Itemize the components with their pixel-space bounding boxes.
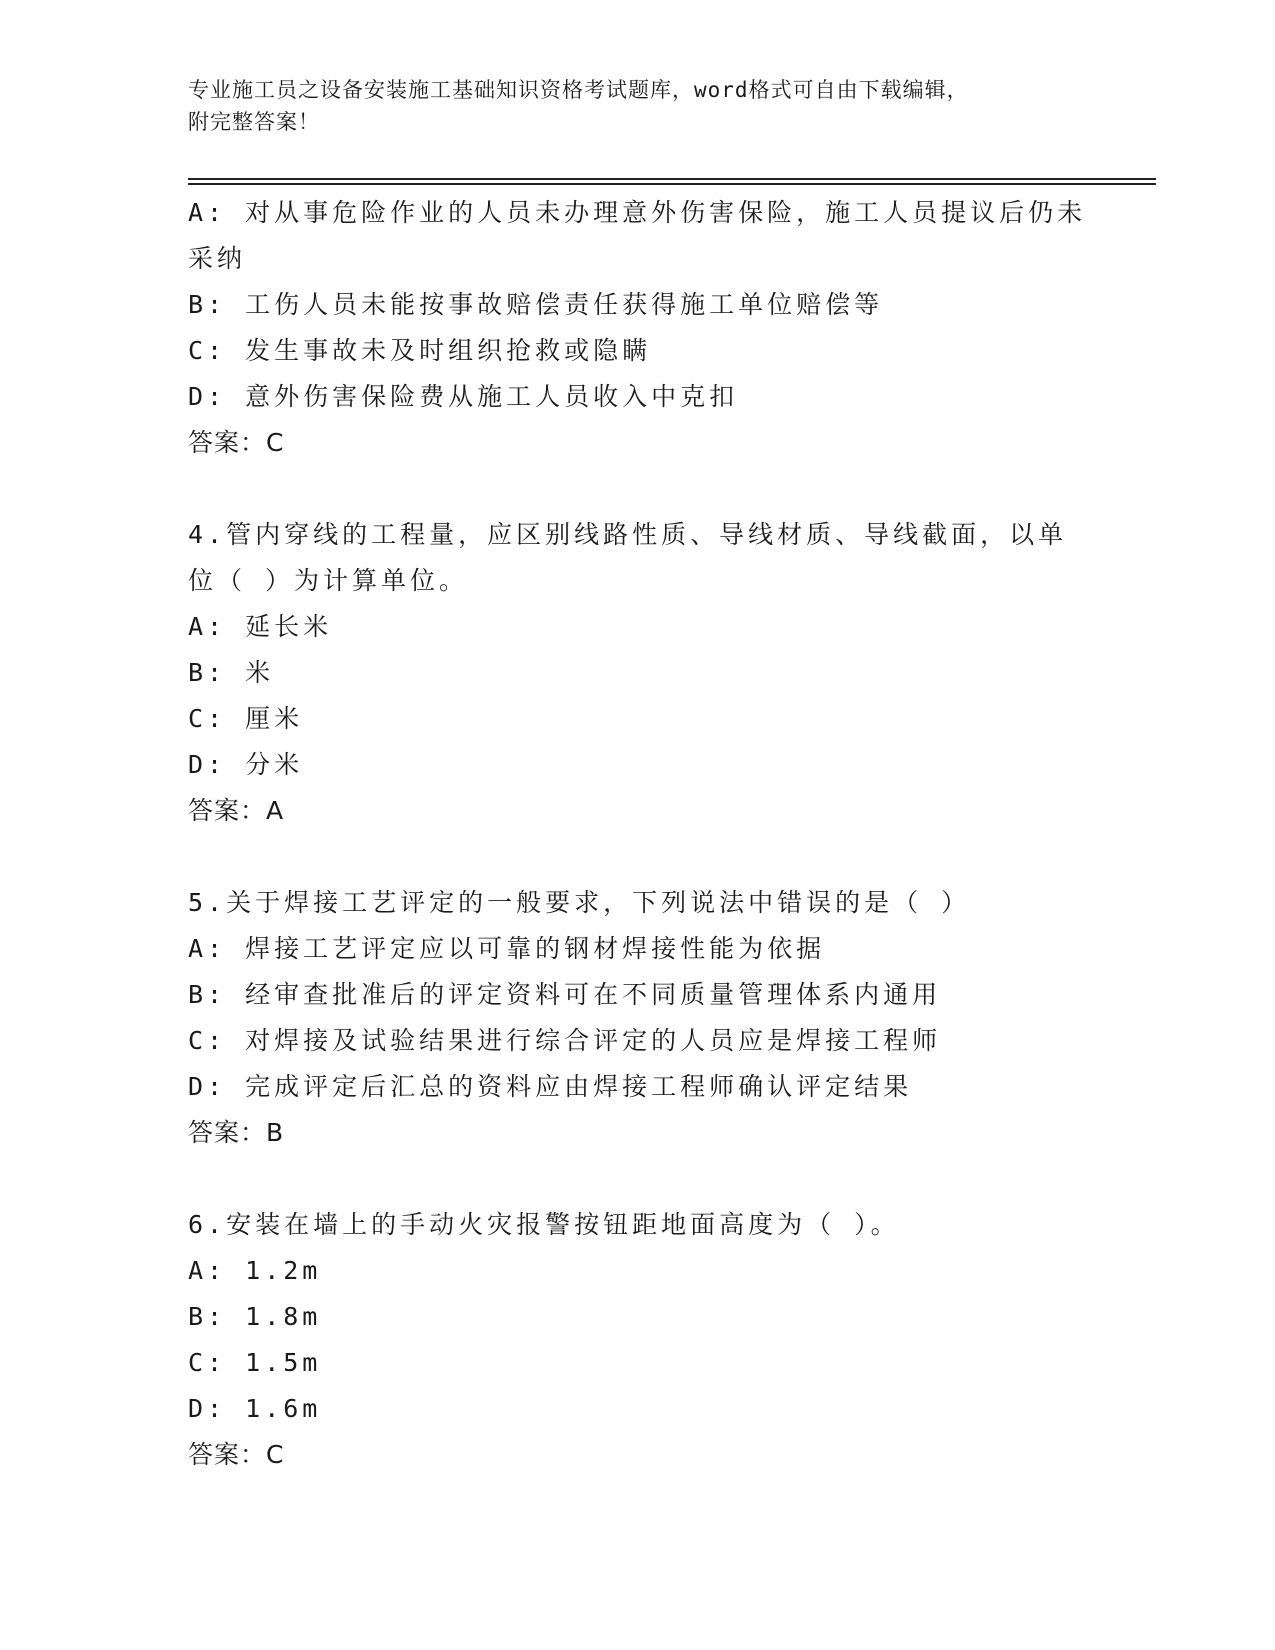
header-line-2: 附完整答案！ [188,110,320,134]
header-line-1: 专业施工员之设备安装施工基础知识资格考试题库，word格式可自由下载编辑， [188,78,969,102]
question-list [188,190,1088,1478]
answer: 答案：B [188,1118,285,1147]
option-d: D: 分米 [188,750,304,779]
option-a: A: 焊接工艺评定应以可靠的钢材焊接性能为依据 [188,934,826,963]
question-5 [188,880,1088,1156]
option-c: C: 对焊接及试验结果进行综合评定的人员应是焊接工程师 [188,1026,942,1055]
header-divider-bottom [188,183,1156,185]
option-c: C: 发生事故未及时组织抢救或隐瞒 [188,336,652,365]
option-d: D: 完成评定后汇总的资料应由焊接工程师确认评定结果 [188,1072,913,1101]
question-stem: 5.关于焊接工艺评定的一般要求，下列说法中错误的是（ ） [188,888,971,917]
question-6 [188,1202,1088,1478]
header-divider-top [188,178,1156,180]
option-b: B: 米 [188,658,275,687]
spacer [188,834,1088,880]
spacer [188,466,1088,512]
option-c: C: 厘米 [188,704,304,733]
option-d: D: 1.6m [188,1394,322,1423]
option-a: A: 延长米 [188,612,333,641]
option-a: A: 对从事危险作业的人员未办理意外伤害保险，施工人员提议后仍未 [188,198,1087,227]
option-a-continued: 采纳 [188,244,247,273]
option-b: B: 1.8m [188,1302,322,1331]
option-c: C: 1.5m [188,1348,322,1377]
question-4 [188,512,1088,834]
question-stem: 6.安装在墙上的手动火灾报警按钮距地面高度为（ ）。 [188,1210,900,1239]
question-3 [188,190,1088,466]
answer: 答案：C [188,428,285,457]
answer: 答案：C [188,1440,285,1469]
option-a: A: 1.2m [188,1256,322,1285]
spacer [188,1156,1088,1202]
option-b: B: 经审查批准后的评定资料可在不同质量管理体系内通用 [188,980,942,1009]
question-stem: 4.管内穿线的工程量，应区别线路性质、导线材质、导线截面，以单 [188,520,1068,549]
option-d: D: 意外伤害保险费从施工人员收入中克扣 [188,382,739,411]
document-header [188,74,1068,138]
option-b: B: 工伤人员未能按事故赔偿责任获得施工单位赔偿等 [188,290,884,319]
answer: 答案：A [188,796,285,825]
question-stem-continued: 位（ ）为计算单位。 [188,566,469,595]
